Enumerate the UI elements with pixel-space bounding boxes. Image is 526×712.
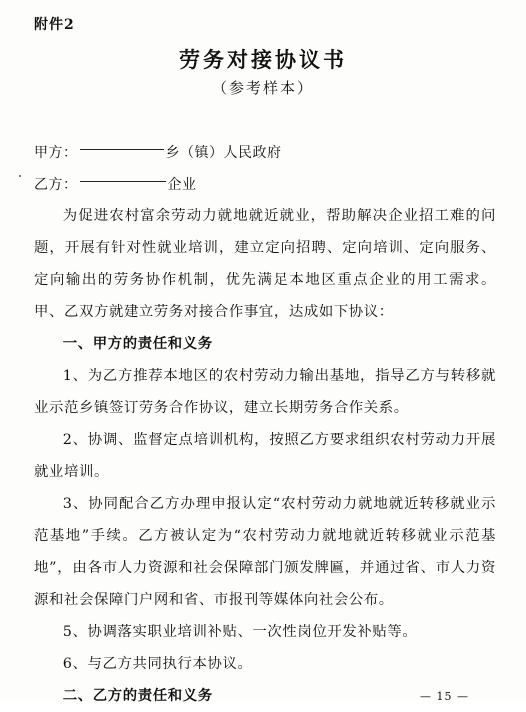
intro-paragraph: 为促进农村富余劳动力就地就近就业，帮助解决企业招工难的问题，开展有针对性就业培训，建立定向招聘、定向培训、定向服务、定向输出的劳务协作机制，优先满足本地区重点企业的用工需求。甲、乙双方就建立劳务对接合作事宜，达成如下协议：	[34, 208, 496, 320]
party-a-blank	[80, 149, 164, 150]
party-b-suffix: 企业	[167, 177, 197, 193]
party-b-line	[34, 174, 197, 194]
section-1-item-2: 2、协调、监督定点培训机构，按照乙方要求组织农村劳动力开展就业培训。	[34, 432, 496, 480]
section-1-item-1: 1、为乙方推荐本地区的农村劳动力输出基地，指导乙方与转移就业示范乡镇签订劳务合作协议，建立长期劳务合作关系。	[34, 368, 496, 416]
section-1-item-5: 5、协调落实职业培训补贴、一次性岗位开发补贴等。	[62, 624, 418, 640]
agreement-body	[34, 200, 496, 712]
party-a-line	[34, 142, 282, 162]
party-a-label: 甲方：	[34, 145, 78, 161]
party-a-suffix: 乡（镇）人民政府	[165, 145, 282, 161]
page-number: — 15 —	[420, 690, 469, 703]
party-b-blank	[80, 181, 166, 182]
section-1-item-6: 6、与乙方共同执行本协议。	[62, 656, 253, 672]
document-title: 劳务对接协议书	[179, 47, 347, 72]
section-1-heading: 一、甲方的责任和义务	[62, 335, 213, 352]
party-b-label: 乙方：	[34, 177, 78, 193]
scan-speck	[19, 175, 21, 177]
section-1-item-3: 3、协同配合乙方办理申报认定“农村劳动力就地就近转移就业示范基地”手续。乙方被认定为“农村劳动力就地就近转移就业示范基地”，由各市人力资源和社会保障部门颁发牌匾，并通过省、市人力资源和社会保障门户网和省、市报刊等媒体向社会公布。	[34, 496, 496, 608]
section-2-heading: 二、乙方的责任和义务	[62, 687, 213, 704]
document-subtitle: （参考样本）	[211, 79, 314, 97]
attachment-label: 附件2	[34, 17, 75, 33]
